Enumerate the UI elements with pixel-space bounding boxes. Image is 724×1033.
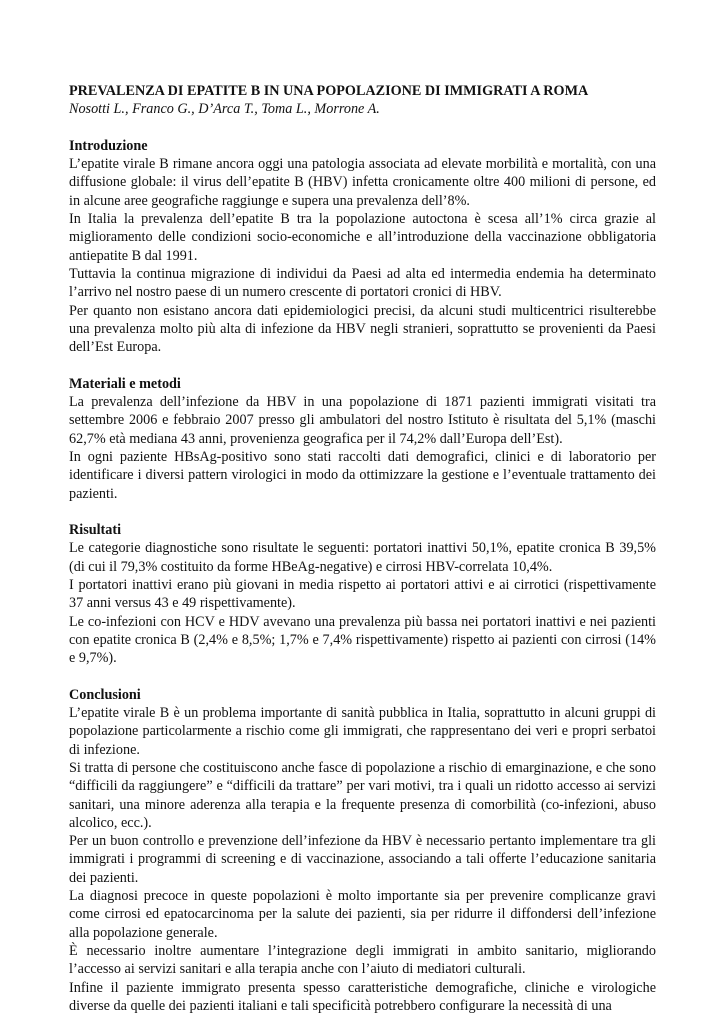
- paragraph: La prevalenza dell’infezione da HBV in una popolazione di 1871 pazienti immigrati visitati tra settembre 2006 e febbraio 2007 presso gli ambulatori del nostro Istituto è risultata del 5,1% (maschi 62,7% età mediana 43 anni, provenienza geografica per il 74,2% dall’Europa dell’Est).: [69, 394, 656, 447]
- section-materiali-e-metodi: [69, 375, 656, 503]
- paper-authors: Nosotti L., Franco G., D’Arca T., Toma L., Morrone A.: [69, 101, 380, 118]
- paragraph: È necessario inoltre aumentare l’integrazione degli immigrati in ambito sanitario, migliorando l’accesso ai servizi sanitari e alla terapia anche con l’aiuto di mediatori culturali.: [69, 942, 656, 978]
- section-risultati: [69, 521, 656, 667]
- paragraph: Per quanto non esistano ancora dati epidemiologici precisi, da alcuni studi multicentrici risulterebbe una prevalenza molto più alta di infezione da HBV negli stranieri, soprattutto se provenienti da Paesi dell’Est Europa.: [69, 302, 656, 356]
- paragraph: L’epatite virale B è un problema importante di sanità pubblica in Italia, soprattutto in alcuni gruppi di popolazione particolarmente a rischio come gli immigrati, che rappresentano dei veri e propri serbatoi di infezione.: [69, 705, 656, 758]
- paragraph: Si tratta di persone che costituiscono anche fasce di popolazione a rischio di emarginazione, e che sono “difficili da raggiungere” e “difficili da trattare” per vari motivi, tra i quali un ridotto accesso ai servizi sanitari, una minore aderenza alla terapia e la frequente presenza di comorbilità (co-infezioni, abuso alcolico, ecc.).: [69, 759, 656, 831]
- section-heading: Conclusioni: [69, 686, 141, 703]
- paragraph: Infine il paziente immigrato presenta spesso caratteristiche demografiche, cliniche e virologiche diverse da quelle dei pazienti italiani e tali specificità potrebbero configurare la necessità di una: [69, 979, 656, 1014]
- document-page: [69, 82, 656, 1033]
- section-heading: Materiali e metodi: [69, 375, 181, 392]
- section-heading: Risultati: [69, 522, 122, 539]
- paragraph: Le co-infezioni con HCV e HDV avevano una prevalenza più bassa nei portatori inattivi e nei pazienti con epatite cronica B (2,4% e 8,5%; 1,7% e 7,4% rispettivamente) rispetto ai pazienti con cirrosi (14% e 9,7%).: [69, 613, 656, 667]
- paragraph: In ogni paziente HBsAg-positivo sono stati raccolti dati demografici, clinici e di laboratorio per identificare i diversi pattern virologici in modo da ottimizzare la gestione e l’eventuale trattamento dei pazienti.: [69, 448, 656, 502]
- paragraph: In Italia la prevalenza dell’epatite B tra la popolazione autoctona è scesa all’1% circa grazie al miglioramento delle condizioni socio-economiche e all’introduzione della vaccinazione obbligatoria antiepatite B dal 1991.: [69, 211, 656, 264]
- paragraph: La diagnosi precoce in queste popolazioni è molto importante sia per prevenire complicanze gravi come cirrosi ed epatocarcinoma per la salute dei pazienti, sia per ridurre il diffondersi dell’infezione alla popolazione generale.: [69, 888, 656, 941]
- paragraph: Tuttavia la continua migrazione di individui da Paesi ad alta ed intermedia endemia ha determinato l’arrivo nel nostro paese di un numero crescente di portatori cronici di HBV.: [69, 265, 656, 301]
- section-heading: Introduzione: [69, 137, 148, 154]
- paragraph: Le categorie diagnostiche sono risultate le seguenti: portatori inattivi 50,1%, epatite cronica B 39,5% (di cui il 79,3% costituito da forme HBeAg-negative) e cirrosi HBV-correlata 10,4%.: [69, 540, 656, 575]
- paragraph: Per un buon controllo e prevenzione dell’infezione da HBV è necessario pertanto implementare tra gli immigrati i programmi di screening e di vaccinazione, associando a tali offerte l’educazione sanitaria dei pazienti.: [69, 833, 656, 886]
- paragraph: L’epatite virale B rimane ancora oggi una patologia associata ad elevate morbilità e mortalità, con una diffusione globale: il virus dell’epatite B (HBV) infetta cronicamente oltre 400 milioni di persone, ed in alcune aree geografiche raggiunge e supera una prevalenza dell’8%.: [69, 156, 656, 209]
- paper-title: PREVALENZA DI EPATITE B IN UNA POPOLAZIONE DI IMMIGRATI A ROMA: [69, 83, 589, 99]
- paragraph: I portatori inattivi erano più giovani in media rispetto ai portatori attivi e ai cirrotici (rispettivamente 37 anni versus 43 e 49 rispettivamente).: [69, 577, 656, 612]
- section-introduzione: [69, 137, 656, 357]
- section-conclusioni: [69, 686, 656, 1015]
